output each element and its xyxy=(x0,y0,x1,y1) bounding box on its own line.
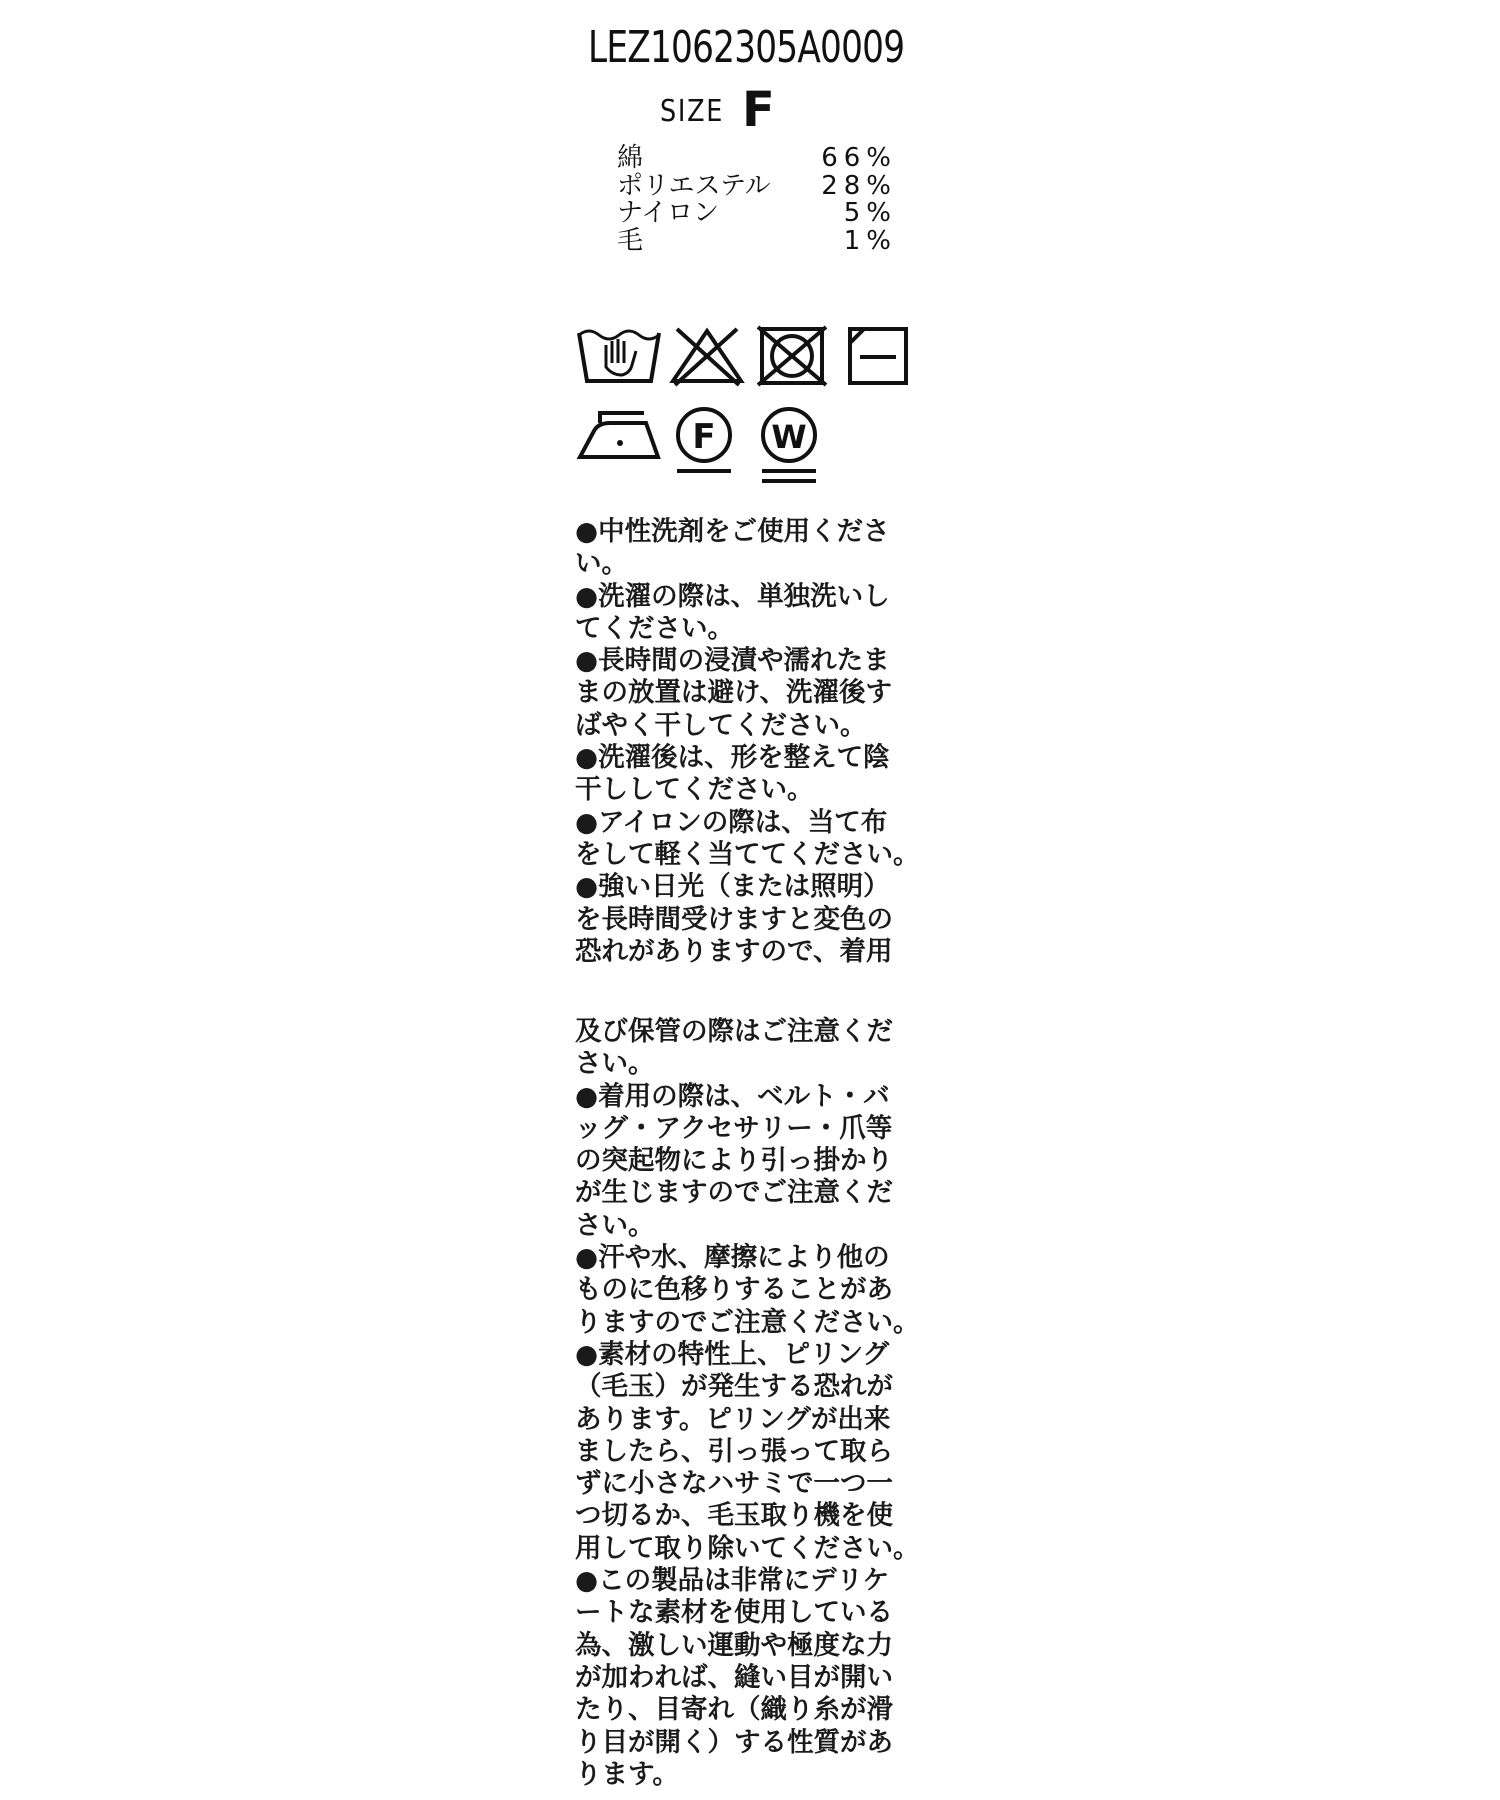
composition-row xyxy=(617,200,907,228)
note-line: り目が開く）する性質があ xyxy=(575,1726,893,1758)
note-line: ります。 xyxy=(575,1758,679,1790)
note-line: あります。ピリングが出来 xyxy=(575,1403,891,1435)
note-line: 為、激しい運動や極度な力 xyxy=(575,1629,893,1661)
note-line: の突起物により引っ掛かり xyxy=(575,1145,893,1177)
size-label: SIZE xyxy=(660,94,725,129)
note-line: が加われば、縫い目が開い xyxy=(575,1661,893,1693)
note-line: さい。 xyxy=(575,1209,655,1241)
material-percent: 5% xyxy=(843,198,897,228)
note-line: 干ししてください。 xyxy=(575,774,814,806)
note-line: ●中性洗剤をご使用くださ xyxy=(575,516,890,547)
product-code: LEZ1062305A0009 xyxy=(588,22,905,73)
material-percent: 1% xyxy=(843,225,897,256)
composition-row xyxy=(617,225,907,256)
iron-low-icon xyxy=(576,405,662,465)
note-line: ばやく干してください。 xyxy=(575,709,867,741)
no-tumble-dry-icon xyxy=(756,325,828,387)
note-line: ●洗濯の際は、単独洗いし xyxy=(575,580,890,612)
care-symbols xyxy=(576,325,916,495)
note-line: ましたら、引っ張って取ら xyxy=(575,1435,893,1467)
note-line: 及び保管の際はご注意くだ xyxy=(575,1016,893,1047)
note-line: ●着用の際は、ベルト・バ xyxy=(575,1080,890,1112)
material-name: ナイロン xyxy=(617,198,720,228)
material-name: ポリエステル xyxy=(617,170,771,201)
composition-row xyxy=(617,145,907,173)
note-line: （毛玉）が発生する恐れが xyxy=(575,1371,893,1403)
note-line: ●汗や水、摩擦により他の xyxy=(575,1242,890,1274)
fabric-composition xyxy=(617,145,907,255)
dry-flat-shade-icon xyxy=(846,325,910,387)
dry-clean-letter: F xyxy=(692,417,716,457)
note-line: ●強い日光（または照明） xyxy=(575,871,890,903)
material-name: 毛 xyxy=(617,225,644,256)
no-bleach-icon xyxy=(669,325,745,387)
care-notes-part1 xyxy=(575,516,945,968)
note-line: を長時間受けますと変色の xyxy=(575,903,893,935)
note-line: ●洗濯後は、形を整えて陰 xyxy=(575,742,890,774)
note-line: てください。 xyxy=(575,612,734,644)
hand-wash-icon xyxy=(576,325,662,387)
note-line: をして軽く当ててください。 xyxy=(575,838,920,870)
note-line: が生じますのでご注意くだ xyxy=(575,1177,893,1209)
note-line: 用して取り除いてください。 xyxy=(575,1532,920,1564)
material-percent: 28% xyxy=(821,170,897,201)
note-line: たり、目寄れ（織り糸が滑 xyxy=(575,1694,893,1726)
dry-clean-f-icon xyxy=(671,405,737,479)
note-line: りますのでご注意ください。 xyxy=(575,1306,920,1338)
note-line: ートな素材を使用している xyxy=(575,1597,893,1629)
note-line: ものに色移りすることがあ xyxy=(575,1274,893,1306)
note-line: い。 xyxy=(575,548,628,580)
wet-clean-letter: W xyxy=(771,418,807,456)
note-line: ●素材の特性上、ピリング xyxy=(575,1338,890,1370)
composition-row xyxy=(617,170,907,201)
note-line: ずに小さなハサミで一つ一 xyxy=(575,1468,893,1500)
note-line: さい。 xyxy=(575,1048,655,1080)
note-line: ッグ・アクセサリー・爪等 xyxy=(575,1112,893,1144)
note-line: ●この製品は非常にデリケ xyxy=(575,1565,890,1597)
care-notes-part2 xyxy=(575,1016,945,1791)
note-line: つ切るか、毛玉取り機を使 xyxy=(575,1500,893,1532)
note-line: 恐れがありますので、着用 xyxy=(575,935,893,967)
note-line: ●アイロンの際は、当て布 xyxy=(575,806,888,838)
material-name: 綿 xyxy=(617,143,644,173)
size-value: F xyxy=(742,82,775,138)
wet-clean-w-icon xyxy=(756,405,822,489)
note-line: まの放置は避け、洗濯後す xyxy=(575,677,892,709)
note-line: ●長時間の浸漬や濡れたま xyxy=(575,645,890,677)
material-percent: 66% xyxy=(821,143,897,173)
